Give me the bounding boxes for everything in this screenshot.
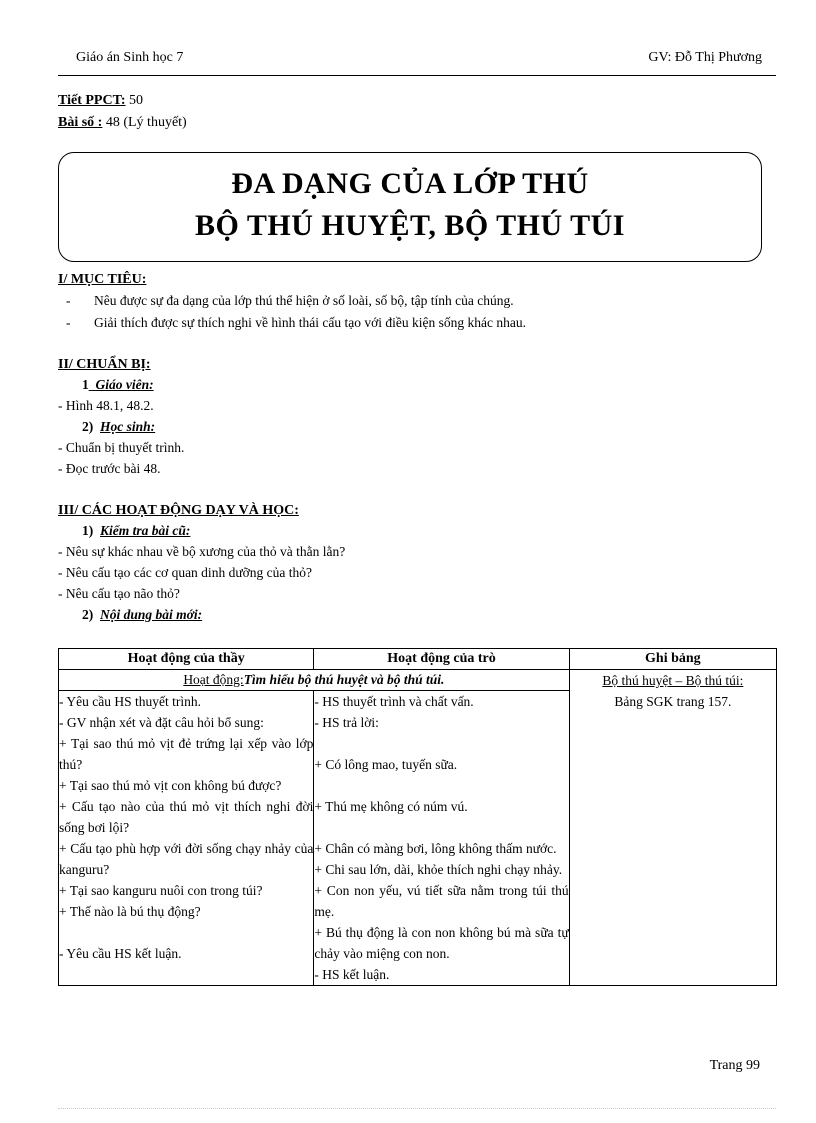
teacher-cell xyxy=(59,691,314,986)
tiet-value: 50 xyxy=(125,93,144,108)
title-line-2: BỘ THÚ HUYỆT, BỘ THÚ TÚI xyxy=(195,209,625,242)
sub-giao-vien: 1_Giáo viên: xyxy=(82,377,154,392)
teacher-line: - GV nhận xét và đặt câu hỏi bổ sung: xyxy=(59,715,264,730)
student-cell xyxy=(314,691,569,986)
teacher-line: + Cấu tạo nào của thú mỏ vịt thích nghi đời sống bơi lội? xyxy=(59,799,314,835)
bai-so xyxy=(58,115,187,131)
header-left: Giáo án Sinh học 7 xyxy=(76,50,184,65)
kiem-tra-q1: - Nêu sự khác nhau về bộ xương của thỏ và thằn lằn? xyxy=(58,544,346,559)
sub-kiem-tra: 1) Kiểm tra bài cũ: xyxy=(82,523,191,538)
activity-title: Hoạt động:Tìm hiểu bộ thú huyệt và bộ thú túi. xyxy=(59,670,570,691)
ghi-bang-heading: Bộ thú huyệt – Bộ thú túi: xyxy=(602,673,744,688)
title-box xyxy=(58,152,762,262)
tiet-label: Tiết PPCT: xyxy=(58,93,126,108)
page-number: Trang 99 xyxy=(709,1058,760,1073)
section-1-heading: I/ MỤC TIÊU: xyxy=(58,272,147,287)
title-line-1: ĐA DẠNG CỦA LỚP THÚ xyxy=(231,167,589,200)
kiem-tra-q3: - Nêu cấu tạo não thỏ? xyxy=(58,586,180,601)
teacher-line: + Thế nào là bú thụ động? xyxy=(59,904,201,919)
ghi-bang-text: Bảng SGK trang 157. xyxy=(614,694,732,709)
student-line: - HS kết luận. xyxy=(314,967,390,982)
lesson-table xyxy=(58,648,777,986)
student-line: + Bú thụ động là con non không bú mà sữa tự chảy vào miệng con non. xyxy=(314,925,569,961)
hoc-sinh-line-2: - Đọc trước bài 48. xyxy=(58,461,161,476)
sub-noi-dung: 2) Nội dung bài mới: xyxy=(82,607,203,622)
hoc-sinh-line-1: - Chuẩn bị thuyết trình. xyxy=(58,440,185,455)
section-3-heading: III/ CÁC HOẠT ĐỘNG DẠY VÀ HỌC: xyxy=(58,503,299,518)
teacher-line: + Cấu tạo phù hợp với đời sống chạy nhảy của kanguru? xyxy=(59,841,314,877)
kiem-tra-q2: - Nêu cấu tạo các cơ quan dinh dưỡng của thỏ? xyxy=(58,565,312,580)
student-line: + Con non yếu, vú tiết sữa nằm trong túi thú mẹ. xyxy=(314,883,569,919)
student-line: - HS thuyết trình và chất vấn. xyxy=(314,694,474,709)
objective-1: - Nêu được sự đa dạng của lớp thú thể hiện ở số loài, số bộ, tập tính của chúng. xyxy=(66,293,514,308)
ghi-bang-cell xyxy=(569,670,776,986)
table-header-row xyxy=(59,649,777,670)
teacher-line: - Yêu cầu HS kết luận. xyxy=(59,946,182,961)
teacher-line: - Yêu cầu HS thuyết trình. xyxy=(59,694,201,709)
header-teacher: Hoạt động của thầy xyxy=(59,649,314,670)
bai-label: Bài số : xyxy=(58,115,103,130)
section-2-heading: II/ CHUẨN BỊ: xyxy=(58,357,151,372)
header-student: Hoạt động của trò xyxy=(314,649,569,670)
teacher-line: + Tại sao thú mỏ vịt đẻ trứng lại xếp vào lớp thú? xyxy=(59,736,314,772)
student-line: - HS trả lời: xyxy=(314,715,379,730)
header-divider xyxy=(58,75,776,76)
objective-2: - Giải thích được sự thích nghi về hình thái cấu tạo với điều kiện sống khác nhau. xyxy=(66,315,526,330)
student-line: + Thú mẹ không có núm vú. xyxy=(314,799,468,814)
student-line: + Chi sau lớn, dài, khỏe thích nghi chạy nhảy. xyxy=(314,862,563,877)
teacher-line: + Tại sao kanguru nuôi con trong túi? xyxy=(59,883,263,898)
giao-vien-line: - Hình 48.1, 48.2. xyxy=(58,398,154,413)
header-right: GV: Đỗ Thị Phương xyxy=(648,50,762,65)
activity-row xyxy=(59,670,777,691)
bai-value: 48 (Lý thuyết) xyxy=(102,115,187,130)
tiet-ppct xyxy=(58,93,143,109)
teacher-line: + Tại sao thú mỏ vịt con không bú được? xyxy=(59,778,282,793)
sub-hoc-sinh: 2) Học sinh: xyxy=(82,419,156,434)
header-ghi-bang: Ghi bảng xyxy=(569,649,776,670)
student-line: + Chân có màng bơi, lông không thấm nước. xyxy=(314,841,557,856)
page-edge xyxy=(58,1108,776,1109)
student-line: + Có lông mao, tuyến sữa. xyxy=(314,757,458,772)
